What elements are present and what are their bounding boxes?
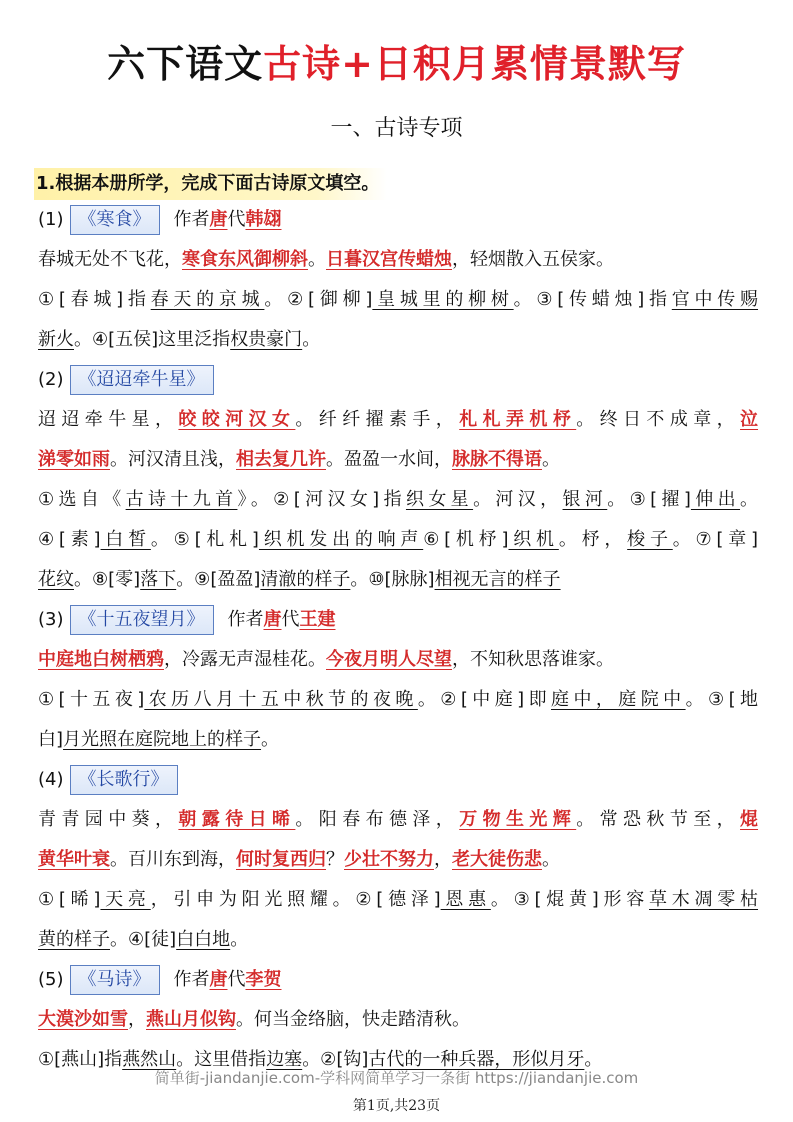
text: 。⑩[脉脉] xyxy=(350,569,435,590)
poem-number: (5) xyxy=(38,969,64,990)
text: 。④[徒] xyxy=(110,929,177,950)
dynasty: 唐 xyxy=(209,209,228,230)
answer: 万物生光辉 xyxy=(459,809,577,830)
poem-content xyxy=(38,200,758,1080)
text: 》。②[河汉女]指 xyxy=(237,489,406,510)
annotation: 古代的一种兵器，形似月牙 xyxy=(368,1049,585,1070)
answer: 老大徒伤悲 xyxy=(452,849,542,870)
annotation: 农历八月十五中秋节的夜晚 xyxy=(144,689,418,710)
annotation: 落下 xyxy=(140,569,177,590)
text: ，不知秋思落谁家。 xyxy=(452,649,614,670)
text: ，冷露无声湿桂花。 xyxy=(164,649,326,670)
answer: 黄华叶衰 xyxy=(38,849,110,870)
text: 。 xyxy=(584,1049,603,1070)
poem-number: (1) xyxy=(38,209,64,230)
answer: 涕零如雨 xyxy=(38,449,110,470)
annotation: 银河 xyxy=(562,489,608,510)
poem-4-line-3 xyxy=(38,880,758,920)
text: ①[燕山]指 xyxy=(38,1049,123,1070)
annotation: 织女星 xyxy=(405,489,474,510)
text: 。 xyxy=(308,249,326,270)
text: 。③[擢] xyxy=(607,489,691,510)
annotation: 燕然山 xyxy=(122,1049,177,1070)
poem-4-line-1 xyxy=(38,800,758,840)
annotation: 天亮 xyxy=(100,889,151,910)
annotation: 梭子 xyxy=(627,529,673,550)
annotation: 黄的样子 xyxy=(38,929,110,950)
annotation: 织机发出的响声 xyxy=(258,529,424,550)
annotation: 月光照在庭院地上的样子 xyxy=(63,729,262,750)
dynasty: 唐 xyxy=(209,969,228,990)
text: 。②[御柳] xyxy=(264,289,373,310)
poem-2-line-3 xyxy=(38,480,758,520)
answer: 中庭地白树栖鸦 xyxy=(38,649,164,670)
watermark: 简单街-jiandanjie.com-学科网简单学习一条街 https://jiandanjie.com xyxy=(154,1069,639,1087)
text: ， xyxy=(434,849,452,870)
answer: 泣 xyxy=(740,409,759,430)
author: 李贺 xyxy=(245,969,282,990)
text: 。纤纤擢素手， xyxy=(295,409,460,430)
dynasty-suffix: 代 xyxy=(227,209,246,230)
author-prefix: 作者 xyxy=(173,209,210,230)
page-number: 第1页,共23页 xyxy=(352,1098,441,1114)
text: 青青园中葵， xyxy=(38,809,179,830)
text: 。河汉， xyxy=(473,489,563,510)
title-part-2: 古诗+日积月累情景默写 xyxy=(263,42,686,86)
poem-title-tag: 《迢迢牵牛星》 xyxy=(70,365,214,395)
text: 。这里借指 xyxy=(176,1049,267,1070)
poem-number: (3) xyxy=(38,609,64,630)
text: ①[晞] xyxy=(38,889,101,910)
text: 。终日不成章， xyxy=(576,409,741,430)
section-title: 一、古诗专项 xyxy=(330,116,463,141)
text: ①[十五夜] xyxy=(38,689,145,710)
poem-4-header xyxy=(38,760,758,800)
annotation: 清澈的样子 xyxy=(260,569,351,590)
answer: 今夜月明人尽望 xyxy=(326,649,452,670)
answer: 札札弄机杼 xyxy=(459,409,577,430)
text: ①选自《 xyxy=(38,489,126,510)
annotation: 相视无言的样子 xyxy=(434,569,561,590)
text: ？ xyxy=(326,849,344,870)
poem-1-header xyxy=(38,200,758,240)
annotation: 庭中，庭院中 xyxy=(551,689,686,710)
text: ，轻烟散入五侯家。 xyxy=(452,249,614,270)
text: 。 xyxy=(230,929,249,950)
text: 。河汉清且浅， xyxy=(110,449,236,470)
text: 。 xyxy=(261,729,280,750)
poem-3-line-2 xyxy=(38,680,758,720)
poem-1-line-3 xyxy=(38,320,758,360)
annotation: 边塞 xyxy=(266,1049,303,1070)
text: 。何当金络脑，快走踏清秋。 xyxy=(236,1009,470,1030)
poem-2-header xyxy=(38,360,758,400)
text: 。杼， xyxy=(558,529,628,550)
text: ⑥[机杼] xyxy=(423,529,509,550)
author-prefix: 作者 xyxy=(227,609,264,630)
question-1-prompt: 1.根据本册所学，完成下面古诗原文填空。 xyxy=(34,168,387,200)
poem-title-tag: 《长歌行》 xyxy=(70,765,178,795)
poem-2-line-4 xyxy=(38,520,758,560)
text: ①[春城]指 xyxy=(38,289,151,310)
annotation: 皇城里的柳树 xyxy=(372,289,514,310)
dynasty: 唐 xyxy=(263,609,282,630)
answer: 脉脉不得语 xyxy=(452,449,542,470)
poem-number: (2) xyxy=(38,369,64,390)
page-title xyxy=(0,38,793,90)
answer: 焜 xyxy=(740,809,759,830)
annotation: 伸出 xyxy=(690,489,741,510)
answer: 燕山月似钩 xyxy=(146,1009,236,1030)
title-part-1: 六下语文 xyxy=(107,42,264,86)
poem-title-tag: 《马诗》 xyxy=(70,965,160,995)
text: 。常恐秋节至， xyxy=(576,809,741,830)
answer: 相去复几许 xyxy=(236,449,326,470)
text: 迢迢牵牛星， xyxy=(38,409,179,430)
text: 。④[五侯]这里泛指 xyxy=(74,329,231,350)
text: 。⑤[札札] xyxy=(150,529,259,550)
annotation: 织机 xyxy=(508,529,559,550)
poem-5-line-1 xyxy=(38,1000,758,1040)
author: 王建 xyxy=(299,609,336,630)
poem-5-header xyxy=(38,960,758,1000)
text: 春城无处不飞花， xyxy=(38,249,182,270)
text: 。③[焜黄]形容 xyxy=(490,889,650,910)
annotation: 权贵豪门 xyxy=(230,329,303,350)
poem-3-line-1 xyxy=(38,640,758,680)
annotation: 花纹 xyxy=(38,569,74,590)
poem-3-header xyxy=(38,600,758,640)
poem-2-line-5 xyxy=(38,560,758,600)
poem-1-line-2 xyxy=(38,280,758,320)
text: 。⑦[章] xyxy=(672,529,759,550)
answer: 何时复西归 xyxy=(236,849,326,870)
text: 。 xyxy=(542,449,560,470)
text: ，引申为阳光照耀。②[德泽] xyxy=(150,889,441,910)
poem-2-line-1 xyxy=(38,400,758,440)
answer: 皎皎河汉女 xyxy=(178,409,296,430)
text: 。②[钩] xyxy=(302,1049,369,1070)
text: 。②[中庭]即 xyxy=(417,689,552,710)
text: 。盈盈一水间， xyxy=(326,449,452,470)
text: 。 xyxy=(740,489,759,510)
annotation: 官中传赐 xyxy=(671,289,759,310)
text: 。 xyxy=(542,849,560,870)
answer: 寒食东风御柳斜 xyxy=(182,249,308,270)
text: 。⑧[零] xyxy=(74,569,141,590)
text: ， xyxy=(128,1009,146,1030)
author-prefix: 作者 xyxy=(173,969,210,990)
text: ④[素] xyxy=(38,529,101,550)
answer: 少壮不努力 xyxy=(344,849,434,870)
answer: 大漠沙如雪 xyxy=(38,1009,128,1030)
poem-3-line-3 xyxy=(38,720,758,760)
answer: 朝露待日晞 xyxy=(178,809,296,830)
text: 。 xyxy=(302,329,321,350)
dynasty-suffix: 代 xyxy=(281,609,300,630)
text: 。⑨[盈盈] xyxy=(176,569,261,590)
poem-title-tag: 《寒食》 xyxy=(70,205,160,235)
dynasty-suffix: 代 xyxy=(227,969,246,990)
annotation: 白皙 xyxy=(100,529,151,550)
annotation: 草木凋零枯 xyxy=(649,889,759,910)
text: 。阳春布德泽， xyxy=(295,809,460,830)
author: 韩翃 xyxy=(245,209,282,230)
annotation: 古诗十九首 xyxy=(125,489,238,510)
poem-number: (4) xyxy=(38,769,64,790)
text: 。百川东到海， xyxy=(110,849,236,870)
text: 。③[传蜡烛]指 xyxy=(513,289,672,310)
answer: 日暮汉宫传蜡烛 xyxy=(326,249,452,270)
poem-2-line-2 xyxy=(38,440,758,480)
annotation: 新火 xyxy=(38,329,74,350)
poem-1-line-1 xyxy=(38,240,758,280)
text: 白] xyxy=(38,729,64,750)
annotation: 白白地 xyxy=(176,929,231,950)
annotation: 春天的京城 xyxy=(150,289,265,310)
poem-4-line-4 xyxy=(38,920,758,960)
poem-title-tag: 《十五夜望月》 xyxy=(70,605,214,635)
text: 。③[地 xyxy=(685,689,759,710)
poem-4-line-2 xyxy=(38,840,758,880)
annotation: 恩惠 xyxy=(440,889,491,910)
